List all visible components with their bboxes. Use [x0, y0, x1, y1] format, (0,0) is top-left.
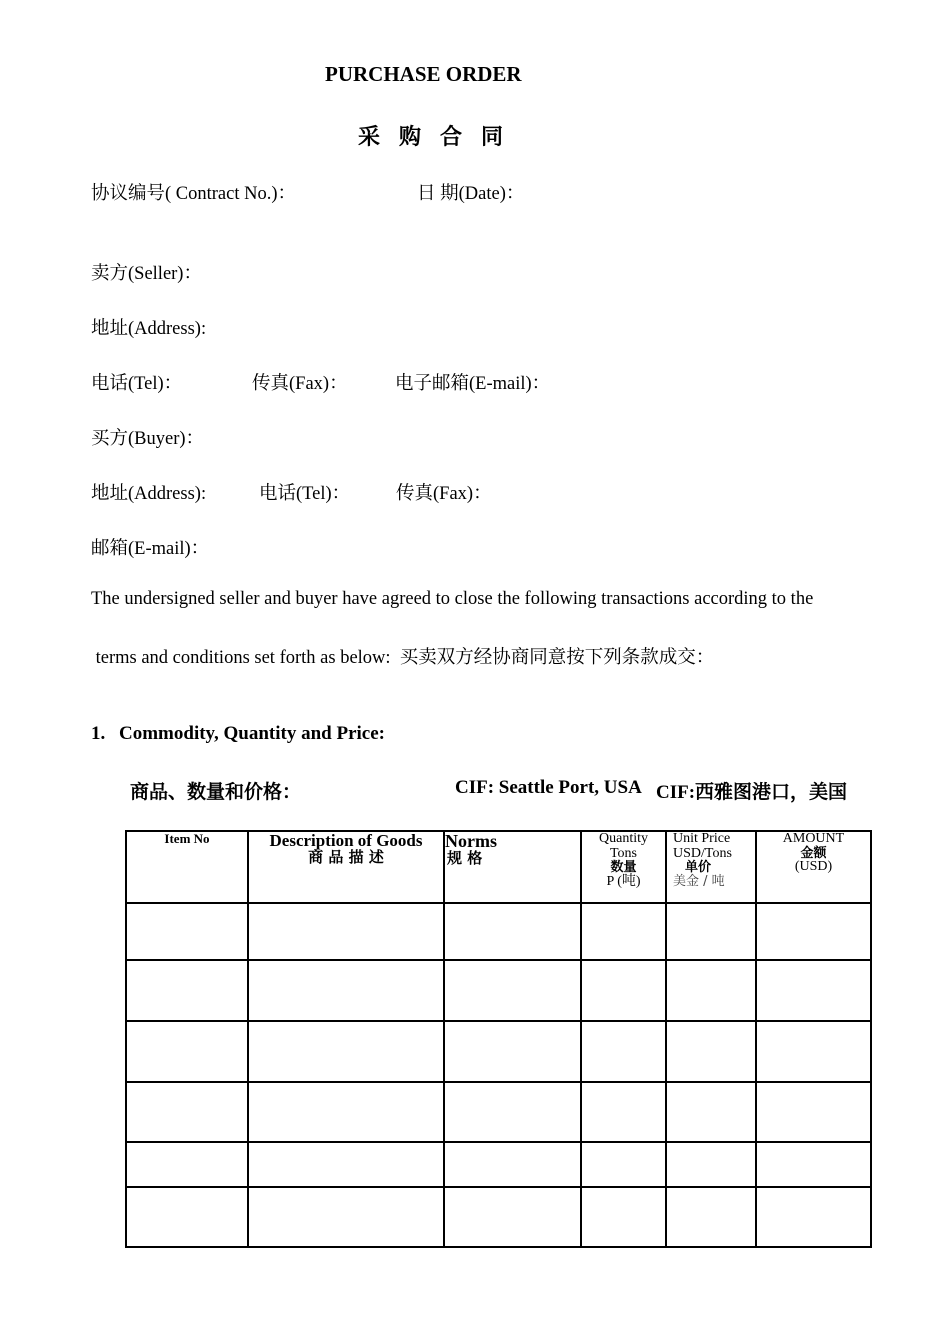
- table-cell[interactable]: [756, 1142, 871, 1187]
- header-norms: [444, 831, 581, 903]
- buyer-address-label: 地址(Address):: [91, 484, 207, 504]
- date-label: 日 期(Date)：: [417, 184, 525, 204]
- buyer-tel-label: 电话(Tel)：: [259, 484, 351, 504]
- header-price-1: Unit Price: [673, 831, 731, 846]
- header-qty-cn: 数量: [610, 860, 637, 876]
- table-cell[interactable]: [756, 1187, 871, 1247]
- buyer-email-label: 邮箱(E-mail)：: [91, 539, 210, 559]
- table-cell[interactable]: [666, 1021, 756, 1082]
- seller-address-label: 地址(Address):: [91, 319, 207, 339]
- table-cell[interactable]: [444, 1142, 581, 1187]
- table-cell[interactable]: [756, 903, 871, 960]
- table-cell[interactable]: [126, 1082, 248, 1142]
- table-row: [126, 903, 871, 960]
- header-amount-1: AMOUNT: [782, 831, 845, 846]
- header-norms-en: Norms: [445, 831, 497, 851]
- header-qty-3: P (吨): [606, 874, 641, 890]
- table-cell[interactable]: [248, 903, 444, 960]
- table-cell[interactable]: [666, 1142, 756, 1187]
- header-qty-1: Quantity: [599, 831, 648, 846]
- table-cell[interactable]: [756, 960, 871, 1021]
- table-row: [126, 1187, 871, 1247]
- header-qty-2: Tons: [609, 845, 638, 861]
- cif-en: CIF: Seattle Port, USA: [455, 777, 642, 798]
- table-cell[interactable]: [581, 1187, 666, 1247]
- table-cell[interactable]: [581, 1021, 666, 1082]
- table-cell[interactable]: [444, 1187, 581, 1247]
- table-cell[interactable]: [126, 903, 248, 960]
- header-desc-cn: 商 品 描 述: [308, 847, 384, 866]
- table-row: [126, 1082, 871, 1142]
- table-cell[interactable]: [756, 1021, 871, 1082]
- table-cell[interactable]: [581, 1082, 666, 1142]
- header-desc-en: Description of Goods: [269, 831, 423, 850]
- goods-table: [125, 830, 872, 1248]
- table-cell[interactable]: [248, 1082, 444, 1142]
- header-norms-cn: 规 格: [447, 848, 483, 867]
- table-cell[interactable]: [666, 1187, 756, 1247]
- header-price-cn: 单价: [685, 860, 712, 876]
- table-cell[interactable]: [248, 1187, 444, 1247]
- buyer-fax-label: 传真(Fax)：: [396, 484, 492, 504]
- table-cell[interactable]: [581, 903, 666, 960]
- table-cell[interactable]: [444, 1082, 581, 1142]
- page-title: PURCHASE ORDER: [325, 62, 522, 86]
- seller-email-label: 电子邮箱(E-mail)：: [395, 374, 551, 394]
- seller-fax-label: 传真(Fax)：: [252, 374, 348, 394]
- seller-label: 卖方(Seller)：: [91, 264, 202, 284]
- header-item-no: [126, 831, 248, 903]
- table-header-row: [126, 831, 871, 903]
- header-description: [248, 831, 444, 903]
- table-cell[interactable]: [444, 1021, 581, 1082]
- header-quantity: [581, 831, 666, 903]
- table-cell[interactable]: [444, 903, 581, 960]
- header-amount-2: (USD): [794, 859, 833, 875]
- table-cell[interactable]: [126, 1187, 248, 1247]
- header-amount: [756, 831, 871, 903]
- table-cell[interactable]: [756, 1082, 871, 1142]
- intro-line-1: The undersigned seller and buyer have agreed to close the following transactions according to the: [91, 589, 814, 609]
- header-price-2: USD/Tons: [673, 845, 732, 861]
- table-cell[interactable]: [126, 1021, 248, 1082]
- table-cell[interactable]: [444, 960, 581, 1021]
- header-unit-price: [666, 831, 756, 903]
- table-row: [126, 1021, 871, 1082]
- table-row: [126, 1142, 871, 1187]
- section-title: Commodity, Quantity and Price:: [119, 723, 385, 744]
- cif-cn: CIF:西雅图港口，美国: [656, 782, 848, 803]
- table-cell[interactable]: [126, 960, 248, 1021]
- table-cell[interactable]: [581, 1142, 666, 1187]
- header-item-label: Item No: [164, 831, 210, 846]
- contract-no-label: 协议编号( Contract No.)：: [91, 184, 297, 204]
- table-cell[interactable]: [666, 960, 756, 1021]
- table-cell[interactable]: [126, 1142, 248, 1187]
- table-cell[interactable]: [248, 1021, 444, 1082]
- header-price-3: 美金 / 吨: [673, 874, 725, 890]
- table-cell[interactable]: [666, 1082, 756, 1142]
- table-cell[interactable]: [248, 960, 444, 1021]
- seller-tel-label: 电话(Tel)：: [91, 374, 183, 394]
- table-cell[interactable]: [666, 903, 756, 960]
- page-title-cn: 采购合同: [358, 124, 523, 149]
- buyer-label: 买方(Buyer)：: [91, 429, 205, 449]
- table-cell[interactable]: [581, 960, 666, 1021]
- section-subtitle-cn: 商品、数量和价格：: [130, 782, 302, 803]
- table-cell[interactable]: [248, 1142, 444, 1187]
- table-row: [126, 960, 871, 1021]
- header-amount-cn: 金额: [800, 845, 827, 861]
- section-number: 1.: [91, 723, 106, 744]
- intro-line-2: terms and conditions set forth as below: 买卖双方经协商同意按下列条款成交：: [91, 648, 715, 668]
